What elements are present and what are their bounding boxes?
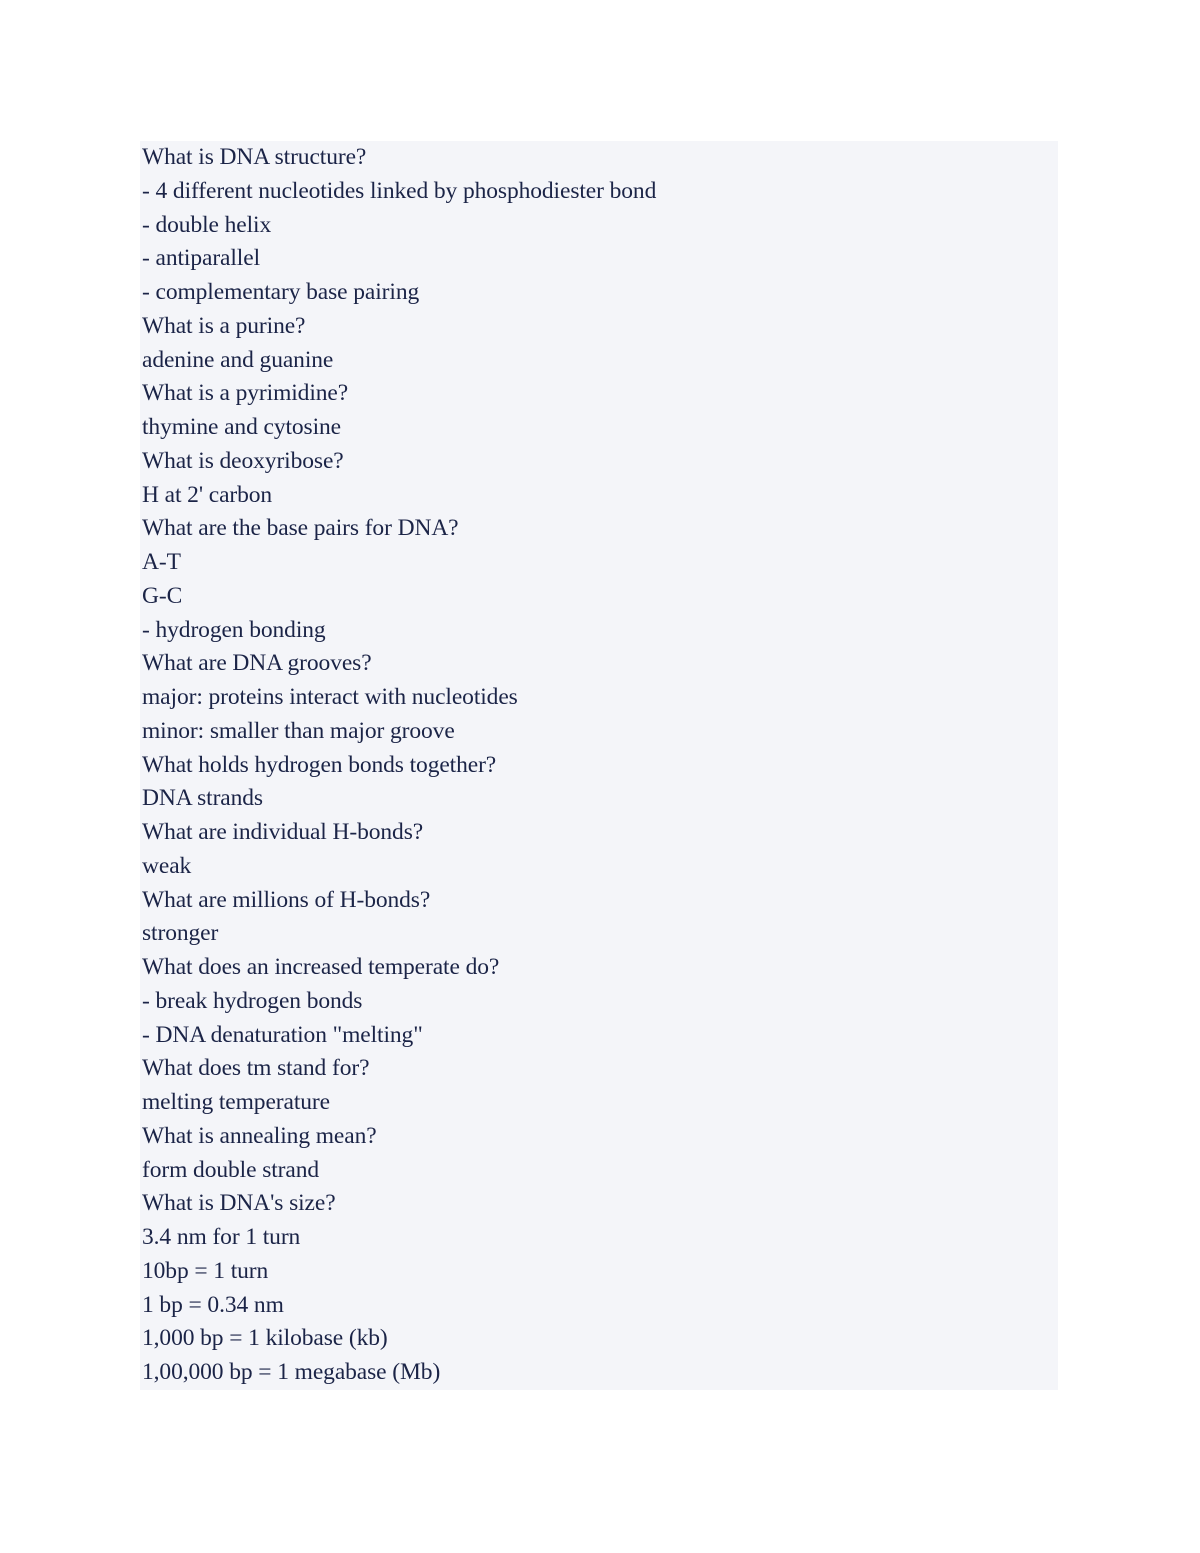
- text-line: What is a pyrimidine?: [142, 380, 349, 407]
- text-line: melting temperature: [142, 1089, 330, 1115]
- text-line: 1,000 bp = 1 kilobase (kb): [142, 1325, 388, 1352]
- text-line: What is annealing mean?: [142, 1122, 377, 1149]
- text-line: 1 bp = 0.34 nm: [142, 1291, 284, 1318]
- text-line: weak: [142, 852, 192, 879]
- text-line: What is DNA's size?: [142, 1190, 336, 1217]
- text-line: - 4 different nucleotides linked by phosphodiester bond: [142, 177, 657, 204]
- text-line: What does an increased temperate do?: [142, 954, 500, 980]
- text-line: What are millions of H-bonds?: [142, 886, 431, 913]
- text-line: adenine and guanine: [142, 346, 334, 373]
- text-line: form double strand: [142, 1156, 320, 1183]
- text-line: major: proteins interact with nucleotides: [142, 684, 518, 710]
- text-line: 3.4 nm for 1 turn: [142, 1224, 301, 1250]
- text-line: H at 2' carbon: [142, 481, 273, 508]
- text-line: What are the base pairs for DNA?: [142, 515, 459, 542]
- text-line: DNA strands: [142, 785, 263, 812]
- text-line: - complementary base pairing: [142, 279, 420, 305]
- text-line: A-T: [142, 549, 181, 575]
- text-line: What does tm stand for?: [142, 1055, 370, 1082]
- text-line: G-C: [142, 582, 183, 609]
- text-line: - double helix: [142, 211, 272, 238]
- text-line: What holds hydrogen bonds together?: [142, 751, 497, 778]
- text-line: 10bp = 1 turn: [142, 1257, 269, 1284]
- text-line: thymine and cytosine: [142, 414, 342, 440]
- text-line: What is a purine?: [142, 312, 306, 339]
- text-line: minor: smaller than major groove: [142, 717, 455, 744]
- text-line: - antiparallel: [142, 245, 260, 272]
- text-block: [140, 141, 1058, 1390]
- text-line: - DNA denaturation "melting": [142, 1021, 423, 1048]
- text-line: - break hydrogen bonds: [142, 987, 363, 1014]
- text-line: stronger: [142, 920, 219, 947]
- text-line: What are DNA grooves?: [142, 650, 372, 677]
- text-line: What are individual H-bonds?: [142, 819, 424, 845]
- text-line: What is DNA structure?: [142, 144, 367, 170]
- text-line: - hydrogen bonding: [142, 616, 326, 643]
- text-line: What is deoxyribose?: [142, 447, 344, 474]
- text-line: 1,00,000 bp = 1 megabase (Mb): [142, 1359, 441, 1385]
